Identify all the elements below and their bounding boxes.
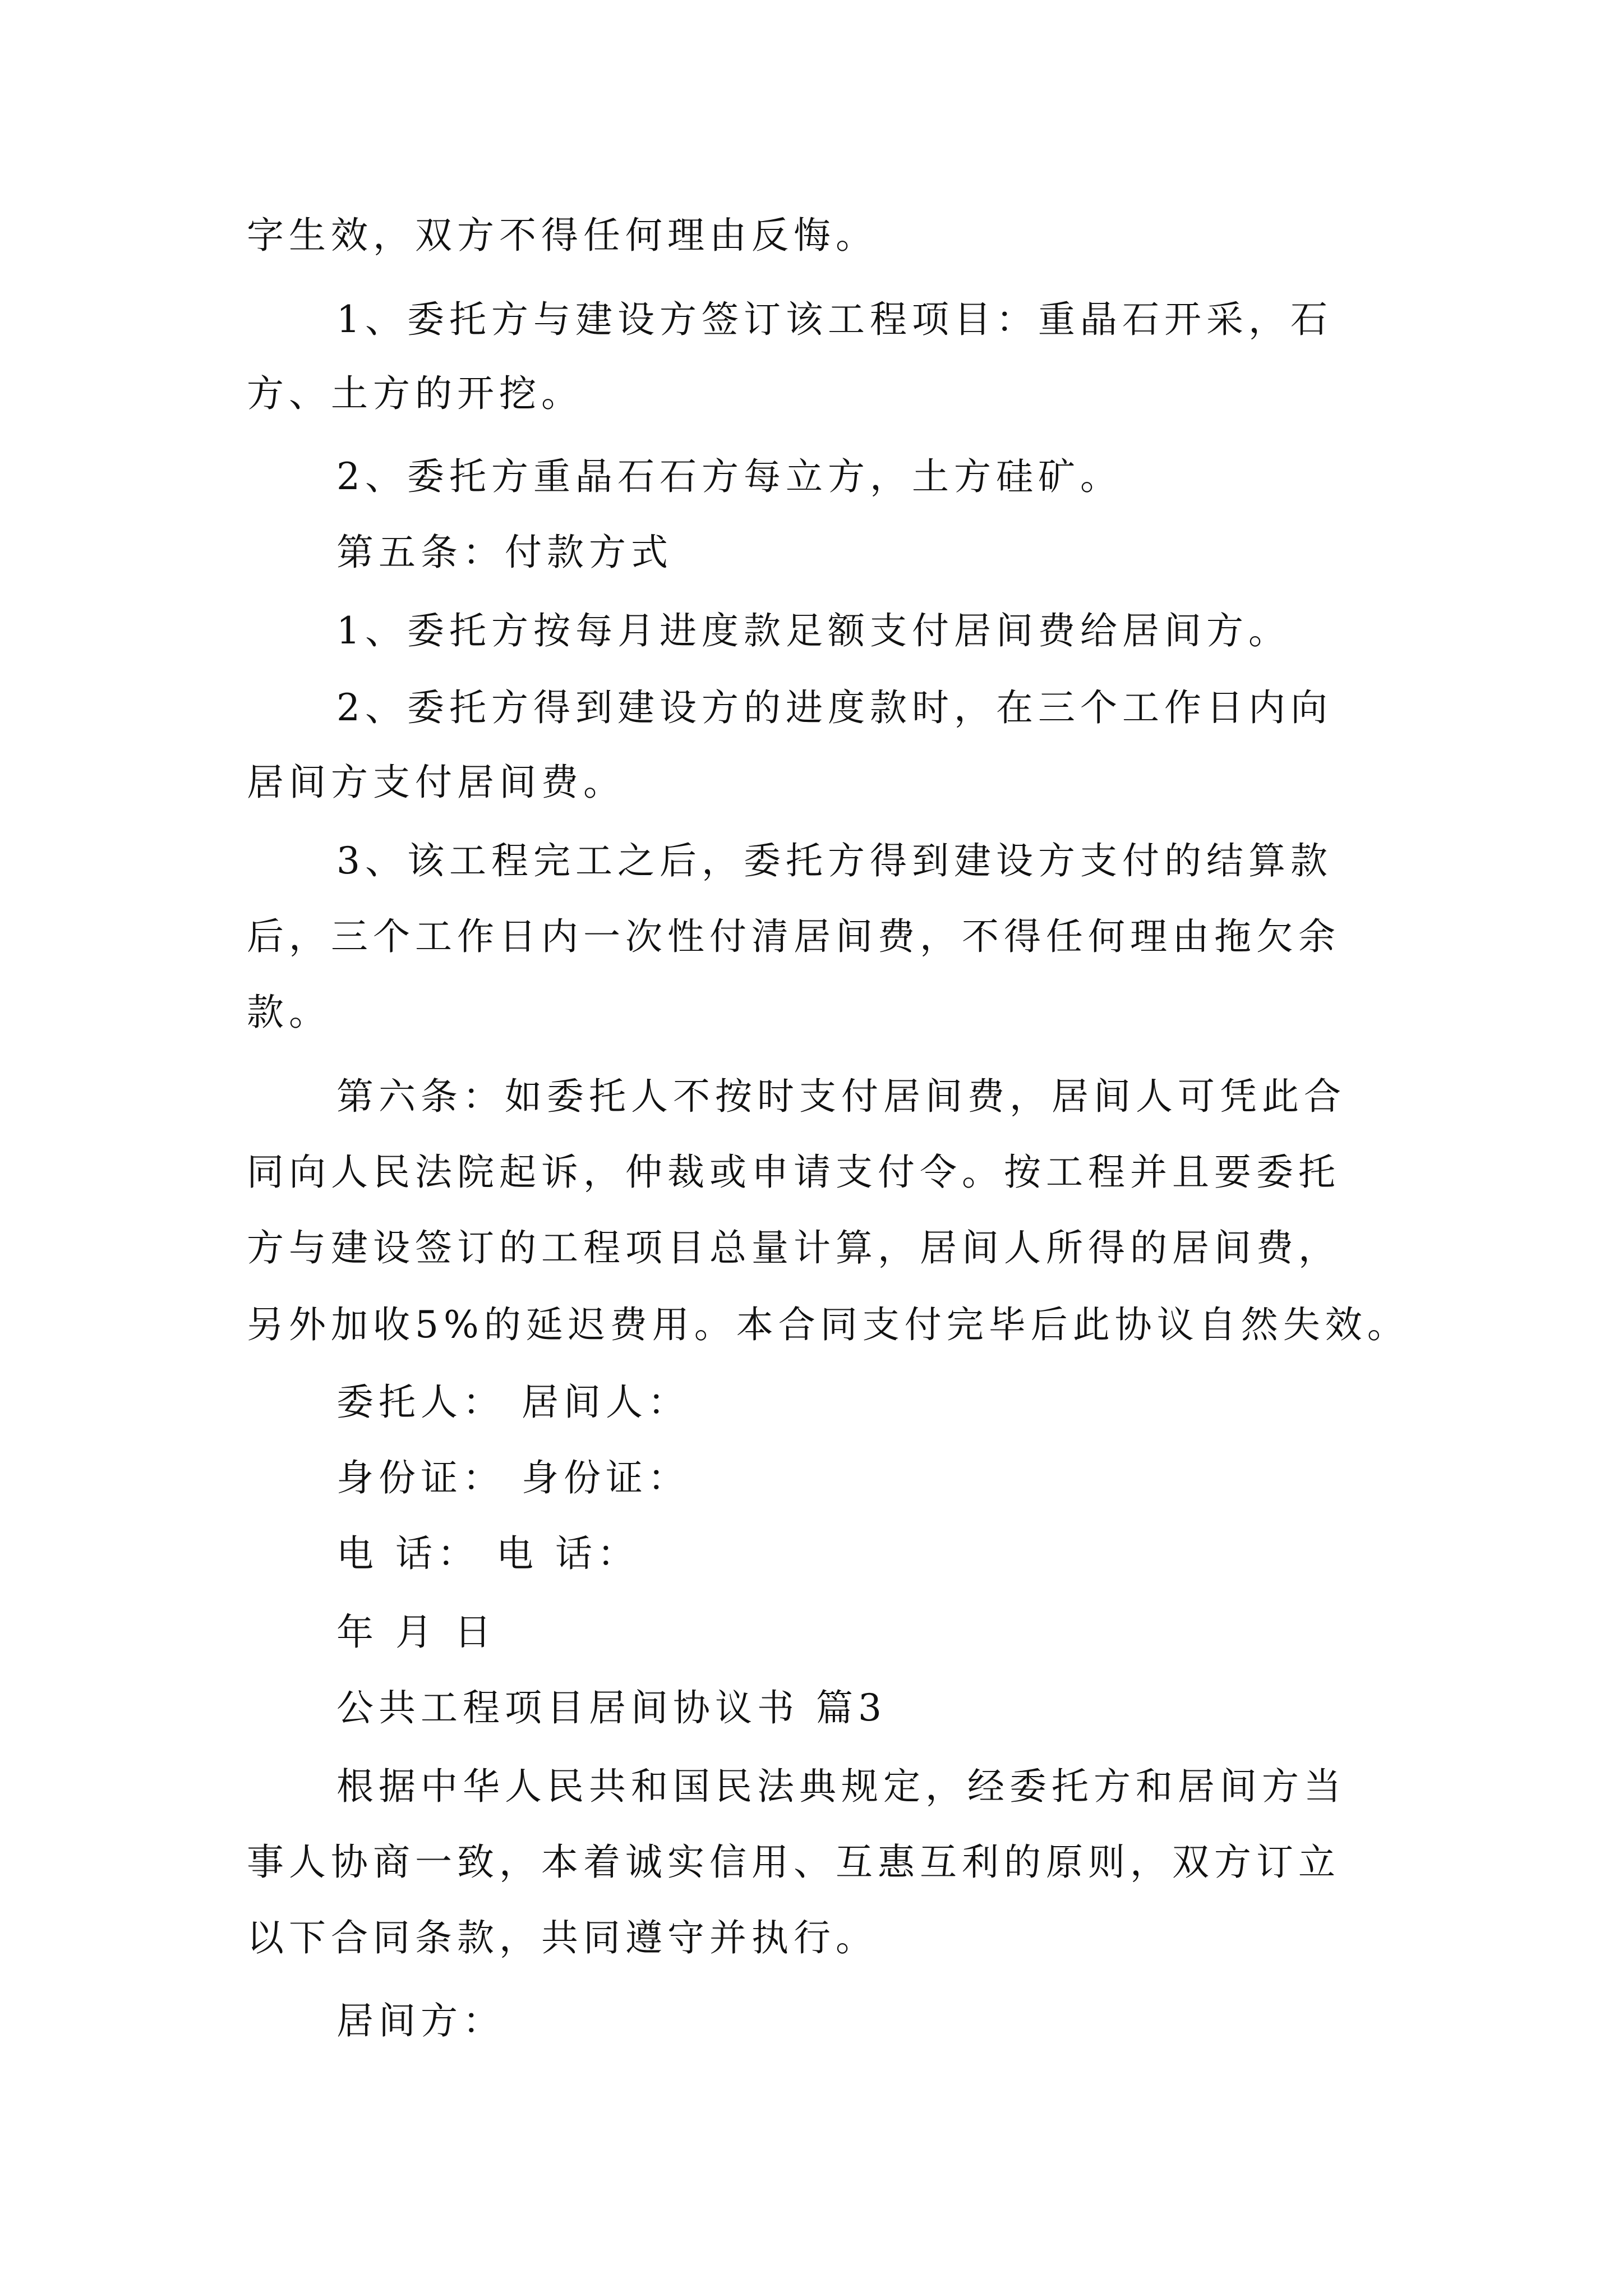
text-line: 方、土方的开挖。	[247, 372, 583, 415]
phone-field-line: 电 话： 电 话：	[336, 1532, 639, 1575]
text-line: 另外加收5%的延迟费用。本合同支付完毕后此协议自然失效。	[247, 1303, 1409, 1346]
text-line: 款。	[247, 991, 331, 1034]
text-line: 字生效，双方不得任何理由反悔。	[247, 214, 878, 257]
signature-field-line: 委托人： 居间人：	[336, 1381, 690, 1424]
text-line: 2、委托方重晶石石方每立方，土方硅矿。	[336, 455, 1122, 498]
text-line: 第六条：如委托人不按时支付居间费，居间人可凭此合	[336, 1075, 1346, 1118]
text-line: 2、委托方得到建设方的进度款时，在三个工作日内向	[336, 686, 1332, 729]
text-line: 同向人民法院起诉，仲裁或申请支付令。按工程并且要委托	[247, 1151, 1340, 1194]
party-label: 居间方：	[336, 1999, 505, 2042]
text-line: 事人协商一致，本着诚实信用、互惠互利的原则，双方订立	[247, 1841, 1340, 1884]
text-line: 根据中华人民共和国民法典规定，经委托方和居间方当	[336, 1765, 1346, 1808]
document-title: 公共工程项目居间协议书 篇3	[336, 1686, 887, 1729]
text-line: 后，三个工作日内一次性付清居间费，不得任何理由拖欠余	[247, 915, 1340, 958]
text-line: 以下合同条款，共同遵守并执行。	[247, 1916, 878, 1959]
text-line: 1、委托方按每月进度款足额支付居间费给居间方。	[336, 609, 1290, 652]
date-line: 年 月 日	[336, 1611, 496, 1654]
id-field-line: 身份证： 身份证：	[336, 1456, 690, 1499]
section-heading: 第五条：付款方式	[336, 531, 673, 574]
text-line: 方与建设签订的工程项目总量计算，居间人所得的居间费，	[247, 1226, 1340, 1269]
text-line: 居间方支付居间费。	[247, 761, 625, 804]
text-line: 1、委托方与建设方签订该工程项目：重晶石开采，石	[336, 298, 1332, 341]
text-line: 3、该工程完工之后，委托方得到建设方支付的结算款	[336, 839, 1332, 882]
